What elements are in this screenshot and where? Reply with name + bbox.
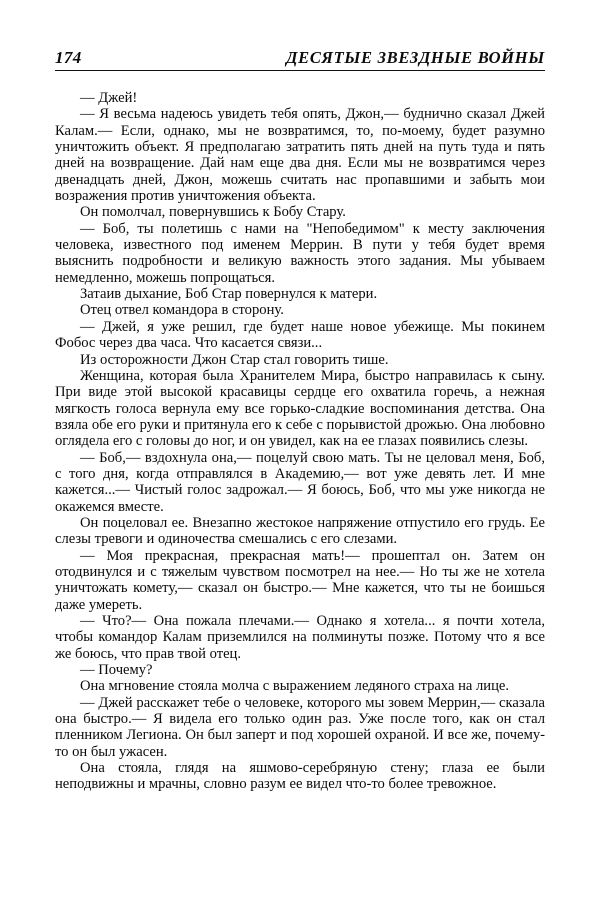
body-paragraph: Он помолчал, повернувшись к Бобу Стару. xyxy=(80,204,346,221)
body-paragraph: — Джей расскажет тебе о человеке, которого мы зовем Меррин,— сказала она быстро.— Я видела его только один раз. Уже после того, как он стал пленником Легиона. Он был заперт и под хорошей охраной. И все же, почему-то он был ужасен. xyxy=(55,694,545,760)
header-divider xyxy=(55,70,545,71)
body-paragraph: — Боб, ты полетишь с нами на "Непобедимом" к месту заключения человека, известного под именем Меррин. В пути у тебя будет время выяснить подробности и великую важность этого задания. Мы убываем немедленно, можешь попрощаться. xyxy=(55,220,545,286)
body-paragraph: — Джей! xyxy=(80,90,138,106)
running-title: ДЕСЯТЫЕ ЗВЕЗДНЫЕ ВОЙНЫ xyxy=(286,48,545,67)
body-text xyxy=(55,90,545,793)
body-paragraph: Из осторожности Джон Стар стал говорить тише. xyxy=(80,351,389,368)
body-paragraph: — Что?— Она пожала плечами.— Однако я хотела... я почти хотела, чтобы командор Калам приземлился на полминуты позже. Потому что я все же боюсь, что прав твой отец. xyxy=(55,613,545,662)
body-paragraph: Затаив дыхание, Боб Стар повернулся к матери. xyxy=(80,286,378,303)
body-paragraph: — Боб,— вздохнула она,— поцелуй свою мать. Ты не целовал меня, Боб, с того дня, когда отправлялся в Академию,— вот уже девять лет. И мне кажется...— Чистый голос задрожал.— Я боюсь, Боб, что мы уже никогда не окажемся вместе. xyxy=(55,449,545,515)
body-paragraph: Женщина, которая была Хранителем Мира, быстро направилась к сыну. При виде этой высокой красавицы сердце его охватила горечь, а нежная мягкость голоса вернула ему все горько-сладкие воспоминания детства. Она взяла обе его руки и притянула его к себе с порывистой дрожью. Она любовно оглядела его с головы до ног, и он увидел, как на ее глазах появились слезы. xyxy=(55,367,545,450)
body-paragraph: Она мгновение стояла молча с выражением ледяного страха на лице. xyxy=(80,678,510,695)
body-paragraph: Отец отвел командора в сторону. xyxy=(80,302,284,319)
body-paragraph: Она стояла, глядя на яшмово-серебряную стену; глаза ее были неподвижны и мрачны, словно разум ее видел что-то более тревожное. xyxy=(55,760,545,793)
page-number: 174 xyxy=(55,48,82,67)
running-head xyxy=(55,48,545,68)
body-paragraph: — Почему? xyxy=(80,662,153,679)
body-paragraph: — Я весьма надеюсь увидеть тебя опять, Джон,— буднично сказал Джей Калам.— Если, однако, мы не возвратимся, то, по-моему, будет разумно уничтожить объект. Я предполагаю затратить пять дней на путь туда и пять дней на возвращение. Дай нам еще два дня. Если мы не возвратимся через двенадцать дней, Джон, можешь считать нас пропавшими и забыть мои возражения против уничтожения объекта. xyxy=(55,106,545,205)
body-paragraph: Он поцеловал ее. Внезапно жестокое напряжение отпустило его грудь. Ее слезы тревоги и одиночества смешались с его слезами. xyxy=(55,514,545,548)
body-paragraph: — Моя прекрасная, прекрасная мать!— прошептал он. Затем он отодвинулся и с тяжелым чувством посмотрел на нее.— Но ты же не хотела уничтожать комету,— сказал он быстро.— Мне кажется, что ты не боишься даже умереть. xyxy=(55,547,545,613)
body-paragraph: — Джей, я уже решил, где будет наше новое убежище. Мы покинем Фобос через два часа. Что касается связи... xyxy=(55,318,545,352)
